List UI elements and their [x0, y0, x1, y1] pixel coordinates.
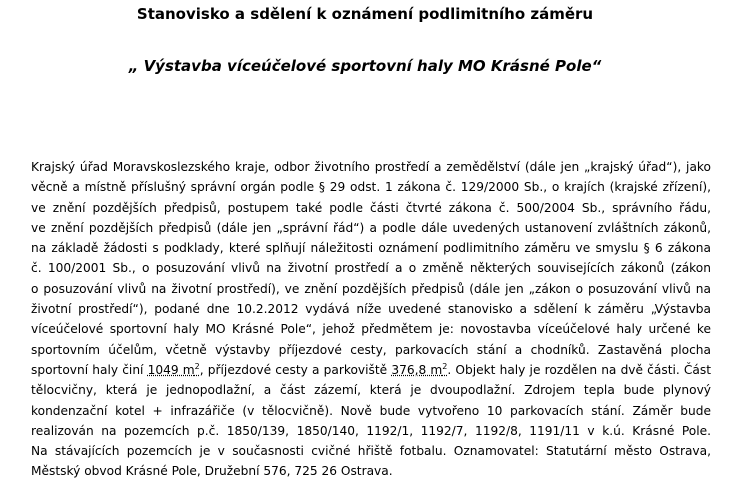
body-line: ve znění pozdějších předpisů, postupem také podle části čtvrté zákona č. 500/2004 Sb., správního řádu, [31, 200, 711, 215]
body-line: č. 100/2001 Sb., o posuzování vlivů na životní prostředí a o změně některých souvisejících zákonů (zákon [31, 261, 711, 276]
document-title: Stanovisko a sdělení k oznámení podlimitního záměru [136, 5, 594, 23]
body-line: realizován na pozemcích p.č. 1850/139, 1850/140, 1192/1, 1192/7, 1192/8, 1191/11 v k.ú. Krásné Pole. [31, 423, 711, 438]
body-line: sportovním účelům, včetně výstavby příjezdové cesty, parkovacích stání a chodníků. Zastavěná plocha [31, 342, 711, 357]
body-line-area [31, 360, 711, 380]
body-line: životní prostředí“), podané dne 10.2.2012 vydává níže uvedené stanovisko a sdělení k záměru „Výstavba [31, 302, 711, 317]
area-text-before: sportovní haly činí [31, 362, 148, 377]
body-line: věcně a místně příslušný správní orgán podle § 29 odst. 1 zákona č. 129/2000 Sb., o krajích (krajské zřízení), [31, 180, 711, 195]
body-line: Na stávajících pozemcích je v současnosti cvičné hřiště fotbalu. Oznamovatel: Statutární město Ostrava, [31, 444, 711, 459]
area-text-after: . Objekt haly je rozdělen na dvě části. Část [447, 362, 712, 377]
body-line: na základě žádosti s podklady, které splňují náležitosti oznámení podlimitního záměru ve smyslu § 6 zákona [31, 241, 711, 256]
document-body [31, 157, 711, 482]
parking-area: 376,8 $m^2$ [391, 361, 448, 377]
area-text-middle: , příjezdové cesty a parkoviště [199, 362, 392, 377]
body-line: kondenzační kotel + infrazářiče (v tělocvičně). Nově bude vytvořeno 10 parkovacích stání. Záměr bude [31, 403, 711, 418]
body-line: tělocvičny, která je jednopodlažní, a část zázemí, která je dvoupodlažní. Zdrojem tepla bude plynový [31, 383, 711, 398]
body-line: víceúčelové sportovní haly MO Krásné Pole“, jehož předmětem je: novostavba víceúčelové haly určené ke [31, 322, 711, 337]
hall-area: 1049 $m^2$ [147, 361, 200, 377]
document-subtitle: „ Výstavba víceúčelové sportovní haly MO Krásné Pole“ [128, 57, 602, 75]
body-line: ve znění pozdějších předpisů (dále jen „správní řád“) a podle dále uvedených ustanovení zvláštních zákonů, [31, 220, 711, 235]
body-line: Městský obvod Krásné Pole, Družební 576, 725 26 Ostrava. [31, 464, 393, 479]
body-line: Krajský úřad Moravskoslezského kraje, odbor životního prostředí a zemědělství (dále jen „krajský úřad“), jako [31, 160, 711, 174]
body-line: o posuzování vlivů na životní prostředí), ve znění pozdějších předpisů (dále jen „zákon o posuzování vlivů na [31, 281, 711, 296]
